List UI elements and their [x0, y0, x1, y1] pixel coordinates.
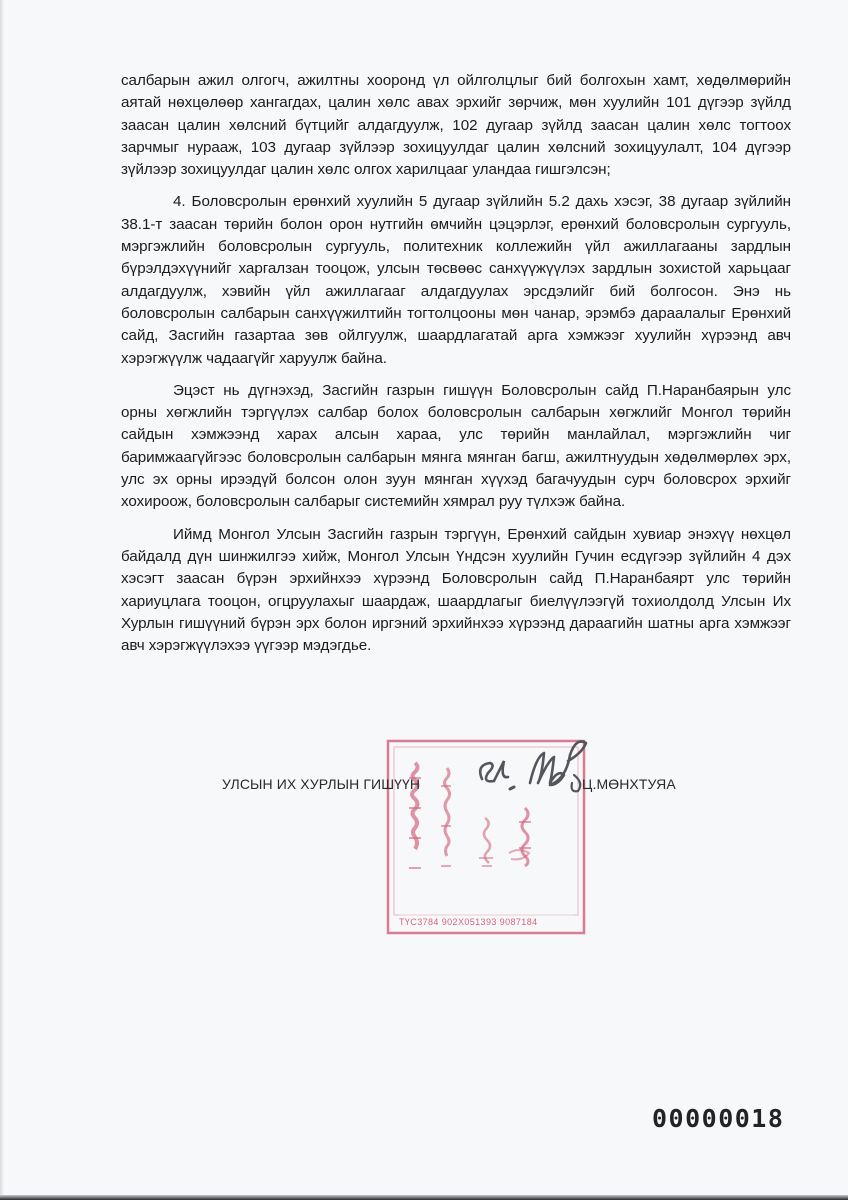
scan-edge	[0, 1195, 848, 1200]
letter-body	[121, 70, 791, 667]
signatory-title: УЛСЫН ИХ ХУРЛЫН ГИШҮҮН	[222, 776, 421, 792]
paragraph-2: 4. Боловсролын ерөнхий хуулийн 5 дугаар зүйлийн 5.2 дахь хэсэг, 38 дугаар зүйлийн 38.1-т заасан төрийн болон орон нутгийн өмчийн цэцэрлэг, ерөнхий боловсролын сургууль, мэргэжлийн боловсролын сургууль, политехник коллежийн үйл ажиллагааны зардлын бүрэлдэхүүнийг харгалзан тооцож, улсын төсвөөс санхүүжүүлэх зардлын зохистой харьцааг алдагдуулж, хэвийн үйл ажиллагааг алдагдуулах эрсдэлийг бий болгосон. Энэ нь боловсролын салбарын санхүүжилтийн тогтолцооны мөн чанар, эрэмбэ дараалалыг Ерөнхий сайд, Засгийн газартаа зөв ойлгуулж, шаардлагатай арга хэмжээг хуулийн хүрээнд авч хэрэгжүүлж чадаагүйг харуулж байна.	[121, 193, 791, 367]
paragraph-1: салбарын ажил олгогч, ажилтны хооронд үл ойлголцлыг бий болгохын хамт, хөдөлмөрийн аятай нөхцөлөөр хангагдах, цалин хөлс авах эрхийг зөрчиж, мөн хуулийн 101 дүгээр зүйлд заасан цалин хөлсний бүтцийг алдагдуулж, 102 дугаар зүйлд заасан цалин хөлс тогтоох зарчмыг нурааж, 103 дугаар зүйлээр зохицуулдаг цалин хөлсний зохицуулалт, 104 дүгээр зүйлээр зохицуулдаг цалин хөлс олгох харилцааг уландаа гишгэлсэн;	[121, 72, 791, 179]
official-stamp	[385, 738, 587, 936]
paragraph-4: Иймд Монгол Улсын Засгийн газрын тэргүүн, Ерөнхий сайдын хувиар энэхүү нөхцөл байдалд дүн шинжилгээ хийж, Монгол Улсын Үндсэн хуулийн Гучин есдүгээр зүйлийн 4 дэх хэсэгт заасан бүрэн эрхийнхээ хүрээнд Боловсролын сайд П.Наранбаярт улс төрийн хариуцлага тооцон, огцруулахыг шаардаж, шаардлагыг биелүүлээгүй тохиолдолд Улсын Их Хурлын гишүүний бүрэн эрх болон иргэний эрхийнхээ хүрээнд дараагийн шатны арга хэмжээг авч хэрэгжүүлэхээ үүгээр мэдэгдье.	[121, 525, 791, 655]
page-number: 00000018	[652, 1104, 785, 1133]
paragraph-3: Эцэст нь дүгнэхэд, Засгийн газрын гишүүн Боловсролын сайд П.Наранбаярын улс орны хөгжлийн тэргүүлэх салбар болох боловсролын салбарын хөгжлийг Монгол төрийн сайдын хэмжээнд харах алсын хараа, улс төрийн манлайлал, мэргэжлийн чиг баримжаагүйгээс боловсролын салбарын мянга мянган багш, ажилтнуудын хөдөлмөрлөх эрх, улс эх орны ирээдүй болсон олон зуун мянган хүүхэд багачуудын сурч боловсрох эрхийг хохироож, боловсролын салбарыг системийн хямрал руу түлхэж байна.	[121, 381, 791, 511]
stamp-numbers: ТҮС3784 902Х051393 9087184	[399, 917, 538, 927]
page-edge	[0, 0, 4, 1200]
signatory-name: Ц.МӨНХТУЯА	[582, 776, 676, 792]
